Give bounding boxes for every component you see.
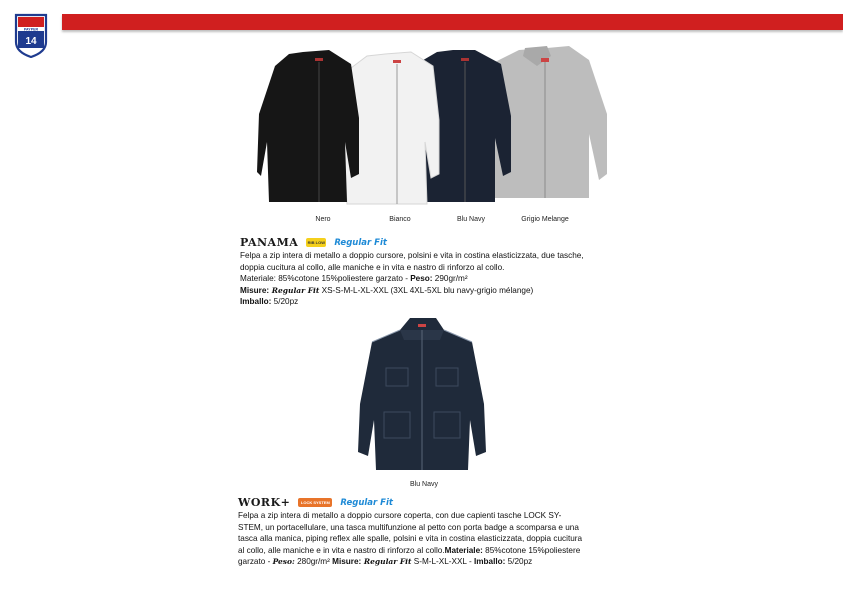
- fit-label: Regular Fit: [334, 237, 387, 248]
- desc-line: [238, 545, 638, 557]
- desc-text: garzato -: [238, 557, 273, 567]
- material-label: Materiale:: [444, 545, 483, 555]
- desc-line: Felpa a zip intera di metallo a doppio cursore, polsini e vita in costina elasticizzata, due tasche,: [240, 251, 584, 260]
- sizes-value: XS-S-M-L-XL-XXL (3XL 4XL-5XL blu navy-grigio mélange): [319, 285, 534, 295]
- sizes-fit: Regular Fit: [361, 557, 412, 567]
- weight-label: Peso:: [272, 557, 295, 567]
- color-caption-blu-navy: Blu Navy: [456, 216, 485, 223]
- desc-line: [238, 556, 638, 568]
- product-name: PANAMA: [240, 236, 299, 249]
- color-caption-grigio-melange: Grigio Melange: [521, 216, 569, 223]
- color-caption-nero: Nero: [315, 216, 331, 223]
- desc-line: tasca alla manica, piping reflex alle spalle, polsini e vita in costina elasticizzata, doppia cucitura: [238, 534, 583, 544]
- weight-value: 290gr/m²: [432, 274, 468, 284]
- logo-brand-text: PAYPER: [23, 27, 39, 32]
- jacket-nero: [257, 50, 359, 202]
- product-name: WORK+: [238, 496, 291, 509]
- sizes-label: Misure:: [332, 557, 362, 567]
- pack-label: Imballo:: [473, 557, 506, 567]
- logo-number: 14: [25, 36, 37, 47]
- sizes-line: [240, 285, 630, 297]
- desc-line: doppia cucitura al collo, alle maniche e in vita e nastro di rinforzo al collo.: [240, 262, 505, 272]
- work-jacket-image: [354, 316, 490, 476]
- color-caption-bianco: Bianco: [389, 216, 411, 223]
- desc-line: STEM, un portacellulare, una tasca multifunzione al petto con porta badge a scomparsa e una: [238, 522, 579, 532]
- desc-line: Felpa a zip intera di metallo a doppio cursore coperta, con due capienti tasche LOCK SY-: [238, 511, 562, 520]
- header-bar: [62, 14, 843, 30]
- sizes-label: Misure:: [240, 285, 270, 295]
- pack-value: 5/20pz: [271, 297, 299, 307]
- lock-system-badge-icon: LOCK SYSTEM: [298, 498, 332, 507]
- sizes-fit: Regular Fit: [269, 285, 320, 295]
- pack-label: Imballo:: [240, 297, 272, 307]
- panama-description: [240, 250, 630, 308]
- material-value: 85%cotone 15%poliestere: [482, 545, 581, 555]
- payper-logo: [13, 12, 49, 58]
- rib-badge-icon: RIB LOW: [307, 240, 325, 245]
- sizes-value: S-M-L-XL-XXL -: [411, 557, 474, 567]
- panama-header: [240, 236, 387, 249]
- weight-value: 280gr/m²: [294, 557, 333, 567]
- desc-text: al collo, alle maniche e in vita e nastro di rinforzo al collo.: [238, 545, 445, 555]
- panama-jackets-image: [255, 42, 625, 212]
- work-description: [238, 510, 638, 568]
- color-caption-work-blu-navy: Blu Navy: [409, 481, 438, 488]
- work-header: [238, 496, 393, 509]
- pack-line: [240, 296, 630, 308]
- weight-label: Peso:: [410, 274, 433, 284]
- material-text: Materiale: 85%cotone 15%poliestere garzato -: [240, 274, 411, 284]
- material-line: [240, 273, 630, 285]
- fit-label: Regular Fit: [340, 497, 393, 508]
- pack-value: 5/20pz: [505, 557, 533, 567]
